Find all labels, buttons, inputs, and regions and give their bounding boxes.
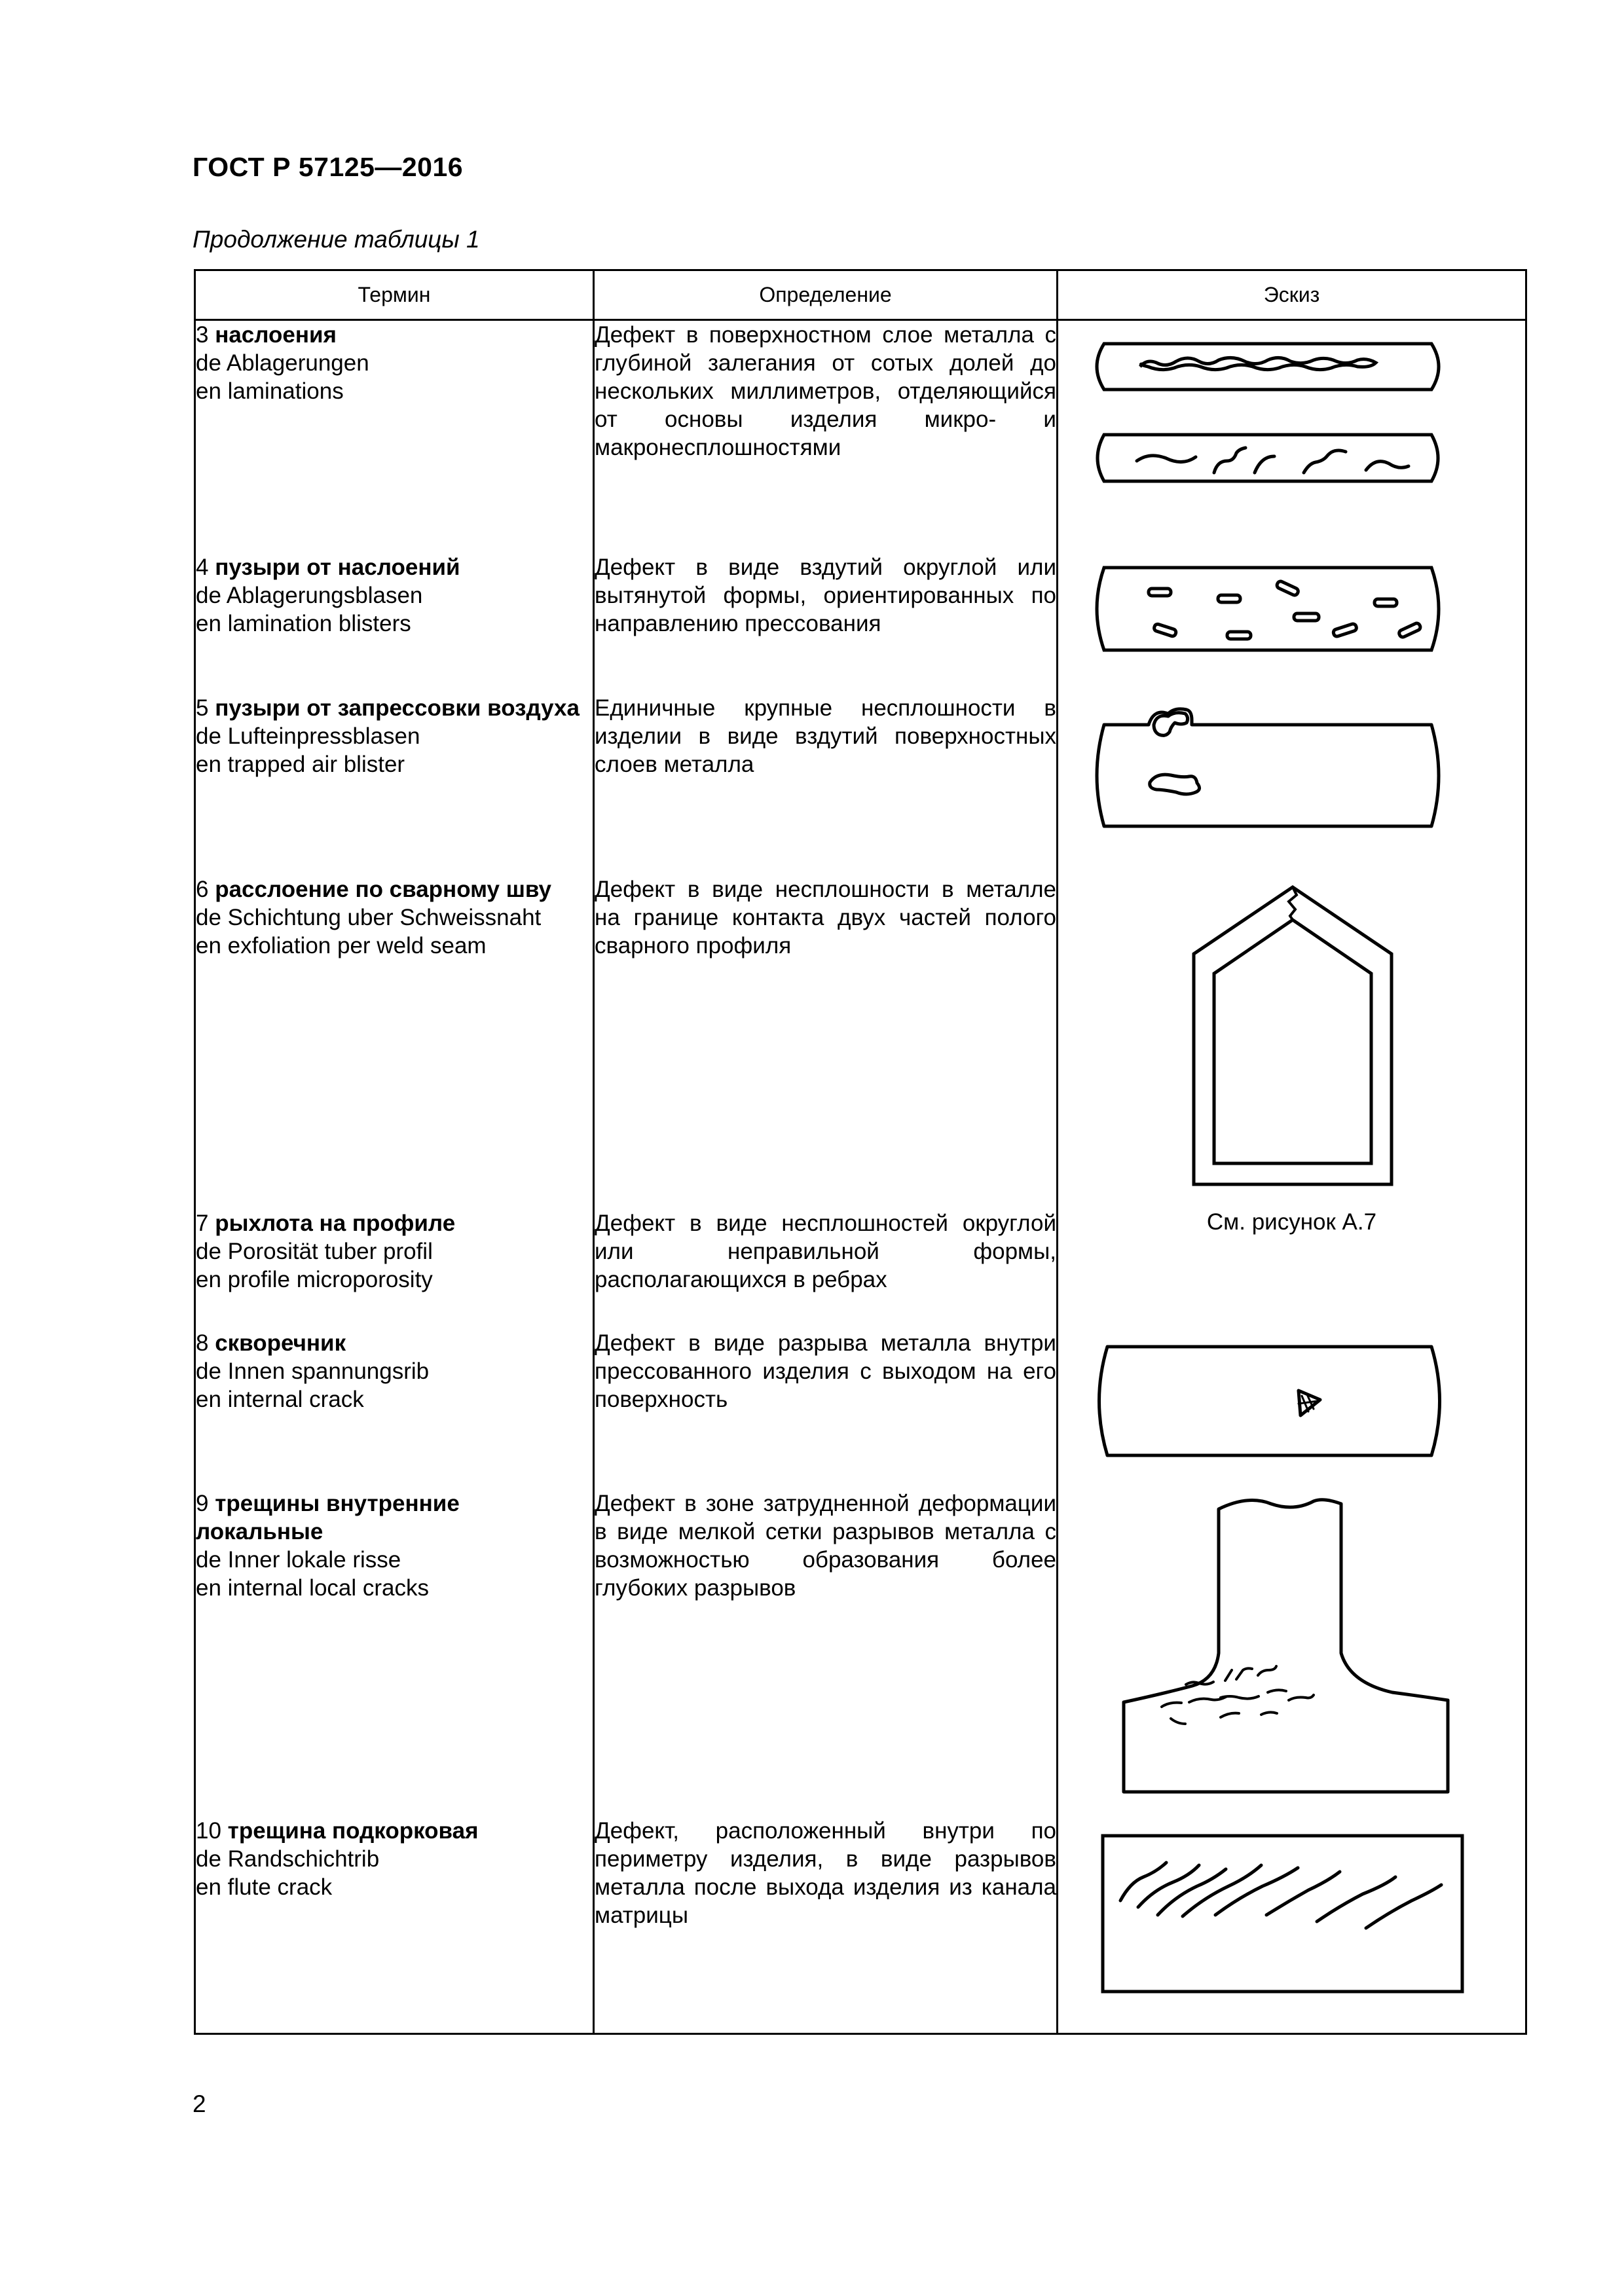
term-cell [195,875,594,1209]
term-de: de Ablagerungen [196,350,369,376]
term-cell [195,553,594,694]
term-number: 8 [196,1330,209,1356]
table-header-row [195,270,1526,320]
definition-cell: Единичные крупные несплошности в изделии в виде вздутий поверхностных слоев металла [594,694,1058,875]
sketch-cell [1058,1817,1526,2034]
term-en: en lamination blisters [196,611,411,636]
page-number: 2 [193,2090,206,2117]
definition-cell: Дефект в поверхностном слое металла с глубиной залегания от сотых долей до нескольких миллиметров, отделяющийся от основы изделия микро- и макронесплошностями [594,320,1058,554]
sketch-reference: См. рисунок А.7 [1058,1209,1526,1329]
column-header-term: Термин [195,270,594,320]
sketch-cell [1058,553,1526,694]
term-en: en internal crack [196,1387,364,1412]
term-number: 4 [196,555,209,580]
table-row [195,1209,1526,1329]
defects-table [194,269,1527,2035]
term-cell [195,1817,594,2034]
term-de: de Porosität tuber profil [196,1239,433,1264]
term-number: 9 [196,1491,209,1516]
sketch-cell [1058,875,1526,1209]
term-number: 6 [196,877,209,902]
term-en: en profile microporosity [196,1267,433,1292]
table-caption: Продолжение таблицы 1 [193,226,480,253]
term-de: de Innen spannungsrib [196,1358,430,1384]
lamination-blisters-sketch [1058,553,1527,694]
term-ru: рыхлота на профиле [215,1211,456,1236]
term-cell [195,320,594,554]
term-number: 5 [196,695,209,721]
internal-crack-sketch [1058,1329,1527,1489]
term-en: en trapped air blister [196,752,405,777]
column-header-definition: Определение [594,270,1058,320]
term-number: 7 [196,1211,209,1236]
weld-seam-exfoliation-sketch [1058,875,1527,1209]
definition-cell: Дефект, расположенный внутри по периметру изделия, в виде разрывов металла после выхода изделия из канала матрицы [594,1817,1058,2034]
sketch-cell [1058,694,1526,875]
sketch-cell [1058,1489,1526,1817]
definition-cell: Дефект в виде несплошностей округлой или неправильной формы, располагающихся в ребрах [594,1209,1058,1329]
term-ru: расслоение по сварному шву [215,877,552,902]
term-de: de Randschichtrib [196,1846,380,1872]
term-de: de Lufteinpressblasen [196,723,420,749]
term-cell [195,694,594,875]
term-ru: наслоения [215,322,337,348]
term-en: en exfoliation per weld seam [196,933,487,958]
laminations-sketch [1058,321,1527,553]
table-row [195,1817,1526,2034]
term-cell [195,1329,594,1489]
table-row [195,694,1526,875]
table-row [195,1329,1526,1489]
term-number: 3 [196,322,209,348]
term-ru: трещины внутренние локальные [196,1491,460,1544]
flute-crack-sketch [1058,1817,1527,2033]
document-header: ГОСТ Р 57125—2016 [193,152,464,182]
column-header-sketch: Эскиз [1058,270,1526,320]
internal-local-cracks-sketch [1058,1489,1527,1817]
term-ru: пузыри от наслоений [215,555,460,580]
table-row [195,1489,1526,1817]
term-number: 10 [196,1818,221,1844]
definition-cell: Дефект в зоне затрудненной деформации в виде мелкой сетки разрывов металла с возможностью образования более глубоких разрывов [594,1489,1058,1817]
term-de: de Inner lokale risse [196,1547,401,1573]
term-en: en internal local cracks [196,1575,429,1601]
term-cell [195,1489,594,1817]
term-de: de Ablagerungsblasen [196,583,423,608]
sketch-cell [1058,320,1526,554]
trapped-air-blister-sketch [1058,694,1527,875]
term-ru: скворечник [215,1330,346,1356]
term-ru: трещина подкорковая [227,1818,479,1844]
sketch-cell [1058,1329,1526,1489]
definition-cell: Дефект в виде разрыва металла внутри прессованного изделия с выходом на его поверхность [594,1329,1058,1489]
table-row [195,875,1526,1209]
term-ru: пузыри от запрессовки воздуха [215,695,580,721]
table-row [195,553,1526,694]
table-row [195,320,1526,554]
definition-cell: Дефект в виде вздутий округлой или вытянутой формы, ориентированных по направлению прессования [594,553,1058,694]
term-en: en flute crack [196,1874,333,1900]
term-de: de Schichtung uber Schweissnaht [196,905,542,930]
term-en: en laminations [196,378,344,404]
term-cell [195,1209,594,1329]
definition-cell: Дефект в виде несплошности в металле на границе контакта двух частей полого сварного профиля [594,875,1058,1209]
